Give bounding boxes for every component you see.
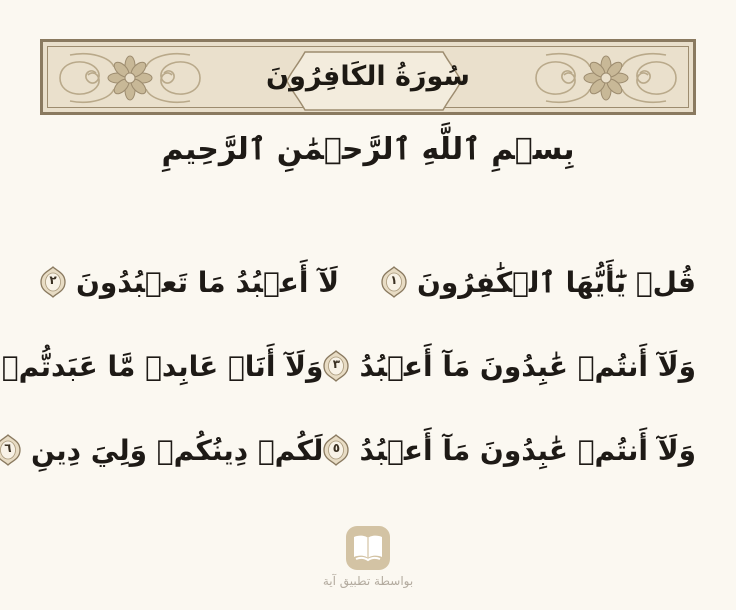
surah-title: سُورَةُ الكَافِرُونَ bbox=[266, 61, 470, 92]
verse-4-text: وَلَآ أَنَا۠ عَابِدٞ مَّا عَبَدتُّمۡ bbox=[1, 349, 324, 383]
ayah-number: ٦ bbox=[4, 441, 12, 455]
ayah-number: ٢ bbox=[49, 273, 57, 287]
verse-3-text: وَلَآ أَنتُمۡ عَٰبِدُونَ مَآ أَعۡبُدُ bbox=[359, 349, 696, 383]
ayah-number: ٥ bbox=[332, 441, 341, 455]
verses-block bbox=[1, 240, 696, 492]
ayah-number: ٣ bbox=[332, 357, 341, 371]
open-quran-book-icon[interactable] bbox=[346, 526, 390, 570]
ayah-end-marker-icon bbox=[323, 350, 349, 382]
verse-line-3 bbox=[4, 408, 696, 492]
verse-5-text: وَلَآ أَنتُمۡ عَٰبِدُونَ مَآ أَعۡبُدُ bbox=[359, 433, 696, 467]
verse-line-1 bbox=[40, 240, 696, 324]
ayah-end-marker-icon bbox=[323, 434, 349, 466]
verse-4 bbox=[0, 350, 323, 383]
verse-2-text: لَآ أَعۡبُدُ مَا تَعۡبُدُونَ bbox=[76, 265, 340, 299]
verse-3 bbox=[323, 350, 696, 383]
floral-ornament-right-icon bbox=[526, 47, 686, 109]
verse-6-text: لَكُمۡ دِينُكُمۡ وَلِيَ دِينِ bbox=[30, 433, 324, 467]
verse-1-text: قُلۡ يَٰٓأَيُّهَا ٱلۡكَٰفِرُونَ bbox=[416, 265, 696, 299]
ayah-end-marker-icon bbox=[381, 266, 407, 298]
verse-line-2 bbox=[1, 324, 696, 408]
verse-2 bbox=[40, 266, 339, 299]
ayah-number: ١ bbox=[390, 273, 398, 287]
app-credit: بواسطة تطبيق آية bbox=[322, 574, 414, 588]
ayah-end-marker-icon bbox=[40, 266, 66, 298]
ayah-end-marker-icon bbox=[0, 434, 21, 466]
surah-header-banner bbox=[40, 39, 696, 115]
verse-6 bbox=[0, 434, 323, 467]
verse-1 bbox=[381, 266, 696, 299]
surah-header-frame bbox=[47, 46, 689, 108]
basmala: بِسۡمِ ٱللَّهِ ٱلرَّحۡمَٰنِ ٱلرَّحِيمِ bbox=[161, 132, 575, 167]
verse-5 bbox=[323, 434, 696, 467]
